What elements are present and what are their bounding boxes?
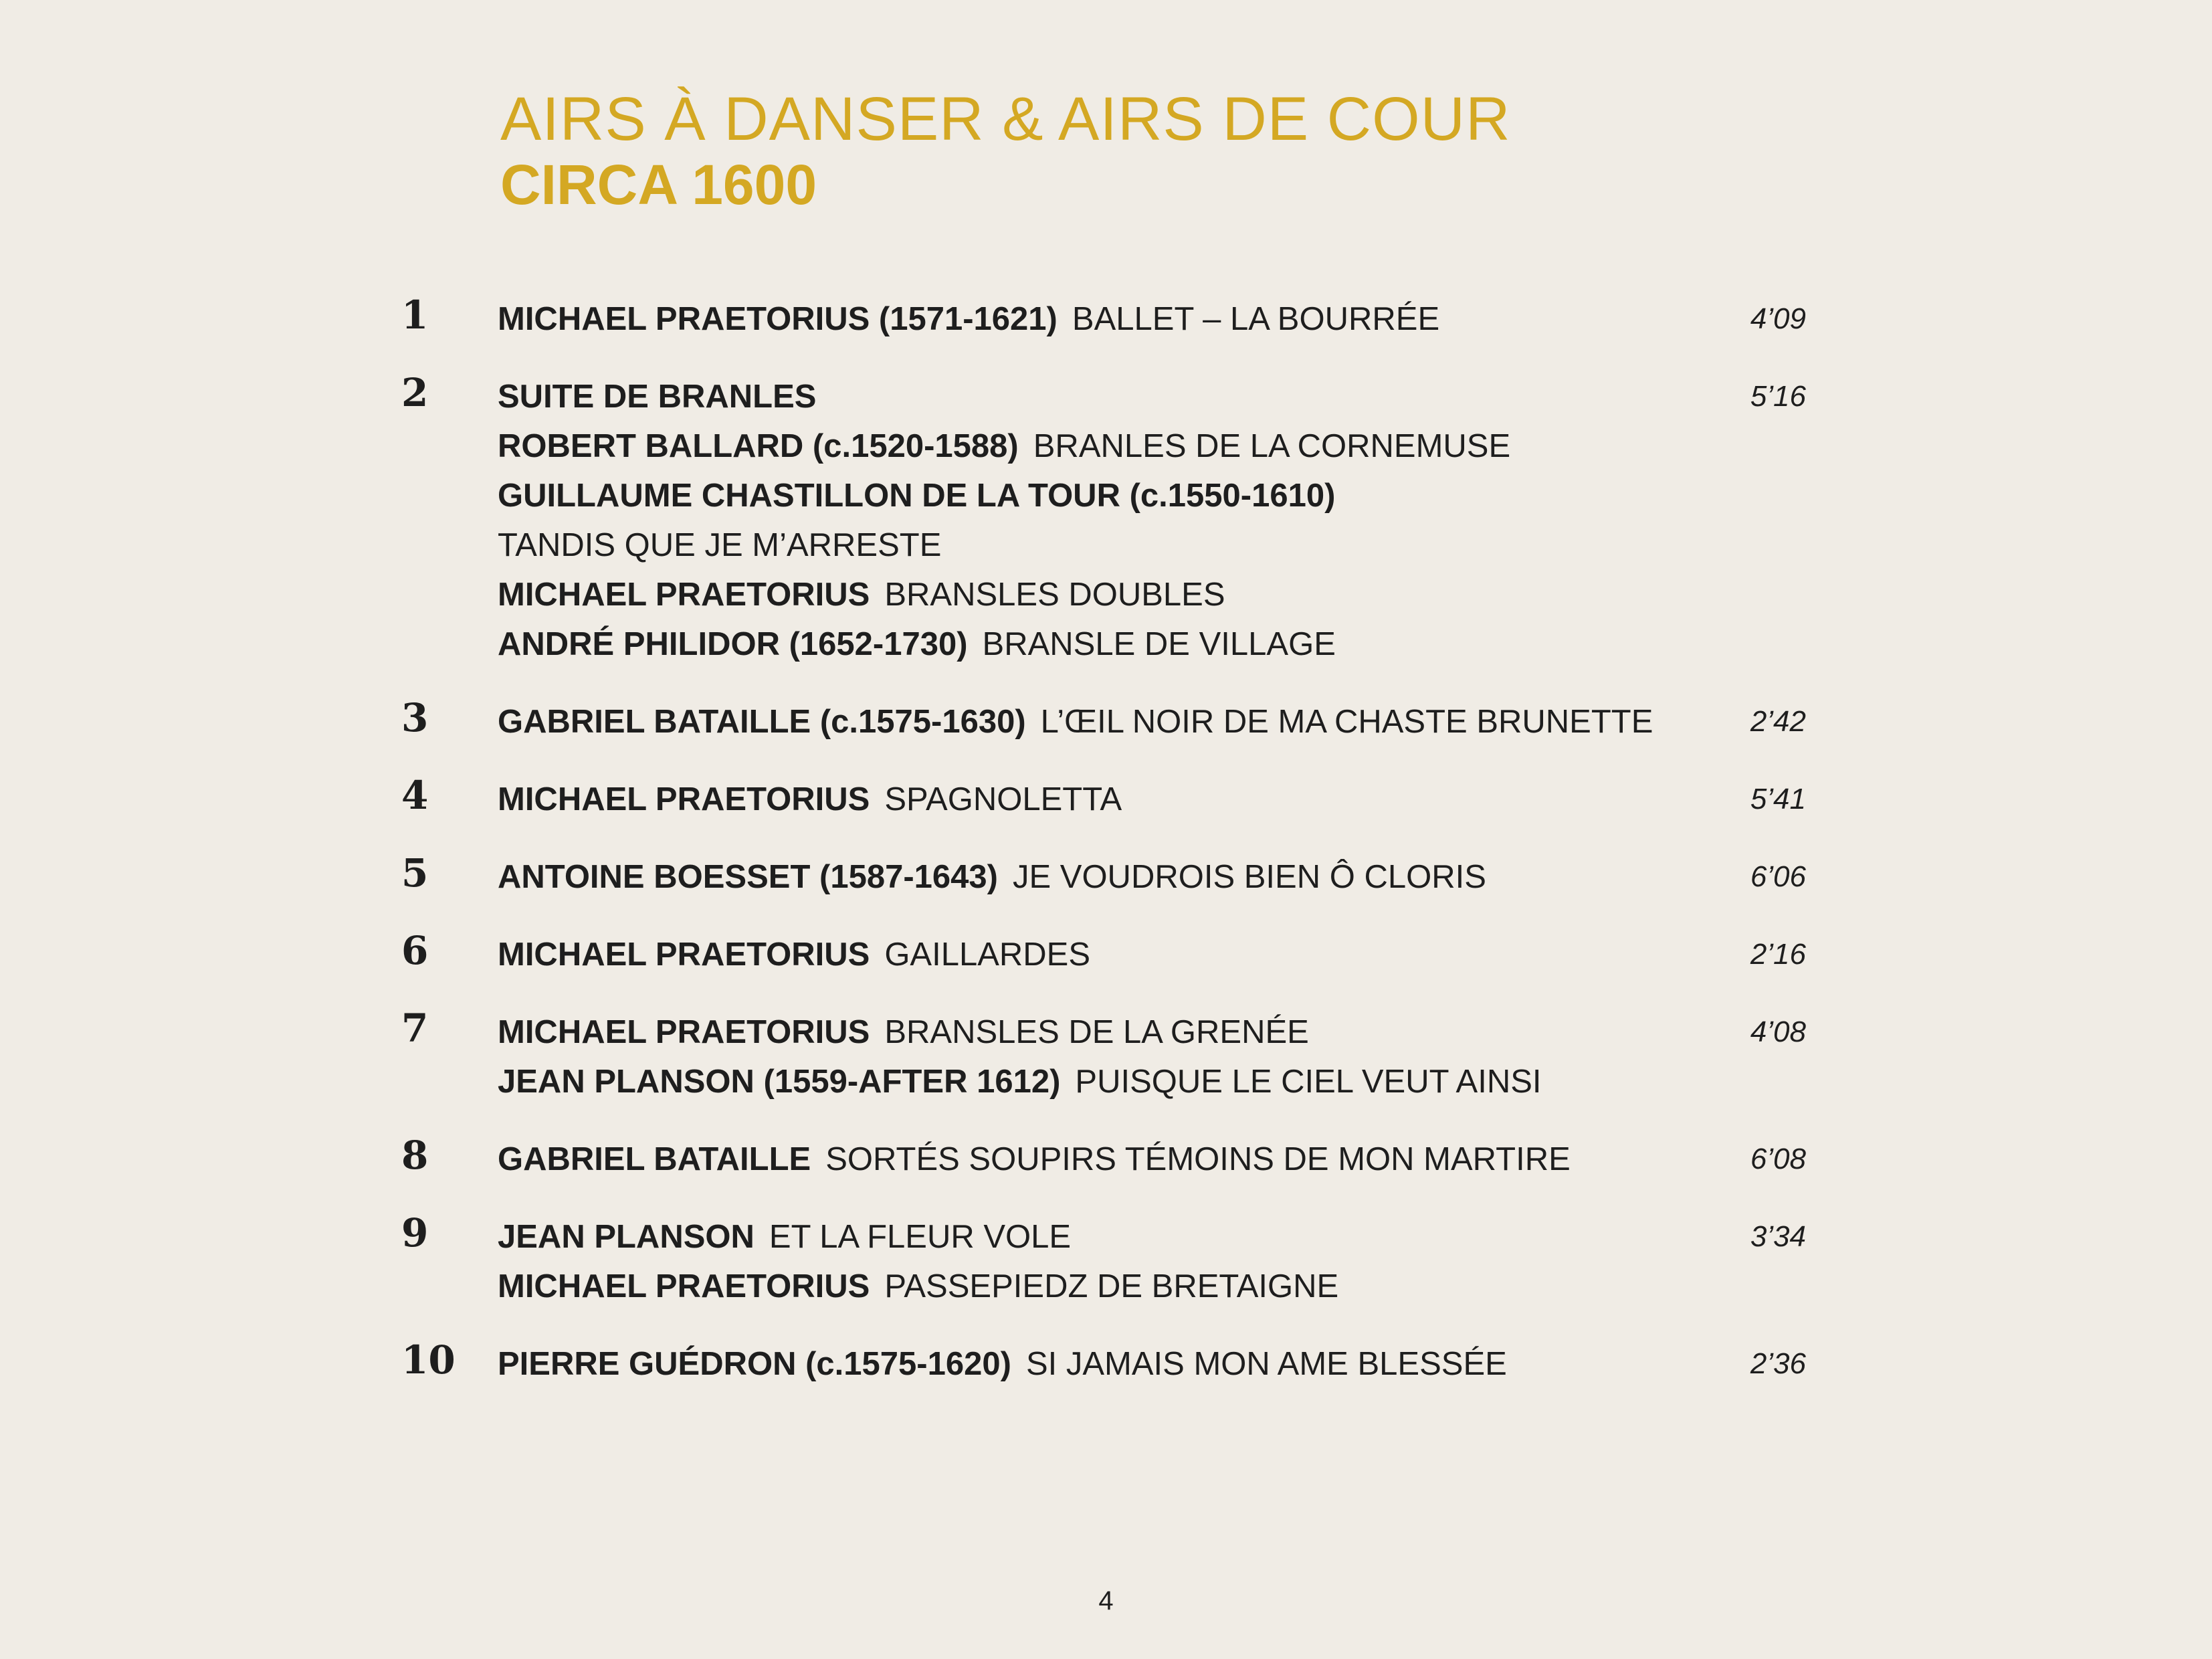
track-1 (401, 294, 1806, 344)
work-title: BALLET – LA BOURRÉE (1072, 301, 1440, 337)
work-title: SPAGNOLETTA (884, 781, 1122, 817)
work-title: L’ŒIL NOIR DE MA CHASTE BRUNETTE (1040, 704, 1653, 740)
composer: GABRIEL BATAILLE (498, 1141, 811, 1177)
track-duration: 4’09 (1750, 302, 1806, 335)
track-line (498, 852, 1806, 902)
track-line (498, 930, 1806, 979)
track-line (498, 372, 1806, 421)
track-6 (401, 930, 1806, 979)
composer: SUITE DE BRANLES (498, 379, 817, 415)
composer: GABRIEL BATAILLE (c.1575-1630) (498, 704, 1026, 740)
track-3 (401, 697, 1806, 747)
composer: GUILLAUME CHASTILLON DE LA TOUR (c.1550-1610) (498, 478, 1336, 514)
track-line (498, 1339, 1806, 1389)
composer: MICHAEL PRAETORIUS (498, 937, 870, 973)
track-4 (401, 775, 1806, 824)
track-line (498, 697, 1806, 747)
work-title: ET LA FLEUR VOLE (769, 1219, 1072, 1255)
track-line (498, 1135, 1806, 1184)
track-duration: 3’34 (1750, 1220, 1806, 1253)
work-title: GAILLARDES (884, 937, 1091, 973)
work-title: SORTÉS SOUPIRS TÉMOINS DE MON MARTIRE (825, 1141, 1571, 1177)
track-number: 8 (401, 1133, 429, 1178)
composer: ANDRÉ PHILIDOR (1652-1730) (498, 626, 968, 662)
track-9 (401, 1212, 1806, 1311)
track-number: 1 (401, 292, 429, 338)
composer: PIERRE GUÉDRON (c.1575-1620) (498, 1346, 1011, 1382)
track-line (498, 294, 1806, 344)
work-title: PUISQUE LE CIEL VEUT AINSI (1075, 1064, 1542, 1100)
track-duration: 6’06 (1750, 860, 1806, 893)
track-number: 5 (401, 850, 429, 896)
track-line (498, 1007, 1806, 1057)
page-number: 4 (1098, 1586, 1114, 1616)
composer: MICHAEL PRAETORIUS (498, 781, 870, 817)
composer: ROBERT BALLARD (c.1520-1588) (498, 428, 1019, 464)
composer: MICHAEL PRAETORIUS (498, 1014, 870, 1050)
track-5 (401, 852, 1806, 902)
composer: ANTOINE BOESSET (1587-1643) (498, 859, 998, 895)
page-title: AIRS À DANSER & AIRS DE COUR (500, 85, 1511, 153)
track-duration: 2’42 (1750, 705, 1806, 738)
work-title: JE VOUDROIS BIEN Ô CLORIS (1012, 859, 1486, 895)
track-number: 9 (401, 1210, 429, 1256)
work-title: SI JAMAIS MON AME BLESSÉE (1025, 1346, 1507, 1382)
track-duration: 2’16 (1750, 938, 1806, 971)
tracklist (401, 294, 1806, 1417)
track-number: 10 (401, 1337, 456, 1383)
track-duration: 4’08 (1750, 1015, 1806, 1048)
page-subtitle: CIRCA 1600 (500, 153, 817, 216)
work-title: PASSEPIEDZ DE BRETAIGNE (884, 1268, 1339, 1304)
page-header (500, 86, 1511, 217)
track-duration: 5’16 (1750, 380, 1806, 413)
work-title: BRANSLES DE LA GRENÉE (884, 1014, 1309, 1050)
track-number: 2 (401, 370, 429, 415)
track-line (498, 775, 1806, 824)
track-line (498, 520, 1806, 570)
track-line (498, 570, 1806, 619)
track-8 (401, 1135, 1806, 1184)
composer: MICHAEL PRAETORIUS (498, 577, 870, 613)
composer: JEAN PLANSON (498, 1219, 755, 1255)
work-title: BRANLES DE LA CORNEMUSE (1033, 428, 1511, 464)
track-line (498, 619, 1806, 669)
track-number: 3 (401, 695, 429, 741)
composer: MICHAEL PRAETORIUS (1571-1621) (498, 301, 1058, 337)
track-7 (401, 1007, 1806, 1106)
track-duration: 6’08 (1750, 1143, 1806, 1175)
track-line (498, 1057, 1806, 1106)
work-title: BRANSLE DE VILLAGE (982, 626, 1336, 662)
track-line (498, 421, 1806, 471)
work-title: BRANSLES DOUBLES (884, 577, 1225, 613)
track-number: 7 (401, 1005, 429, 1051)
track-10 (401, 1339, 1806, 1389)
track-number: 6 (401, 928, 429, 973)
composer: MICHAEL PRAETORIUS (498, 1268, 870, 1304)
composer: JEAN PLANSON (1559-AFTER 1612) (498, 1064, 1061, 1100)
track-line (498, 471, 1806, 520)
track-duration: 5’41 (1750, 783, 1806, 815)
track-line (498, 1262, 1806, 1311)
track-duration: 2’36 (1750, 1347, 1806, 1380)
track-line (498, 1212, 1806, 1262)
track-2 (401, 372, 1806, 669)
work-title: TANDIS QUE JE M’ARRESTE (498, 527, 942, 563)
track-number: 4 (401, 773, 429, 818)
